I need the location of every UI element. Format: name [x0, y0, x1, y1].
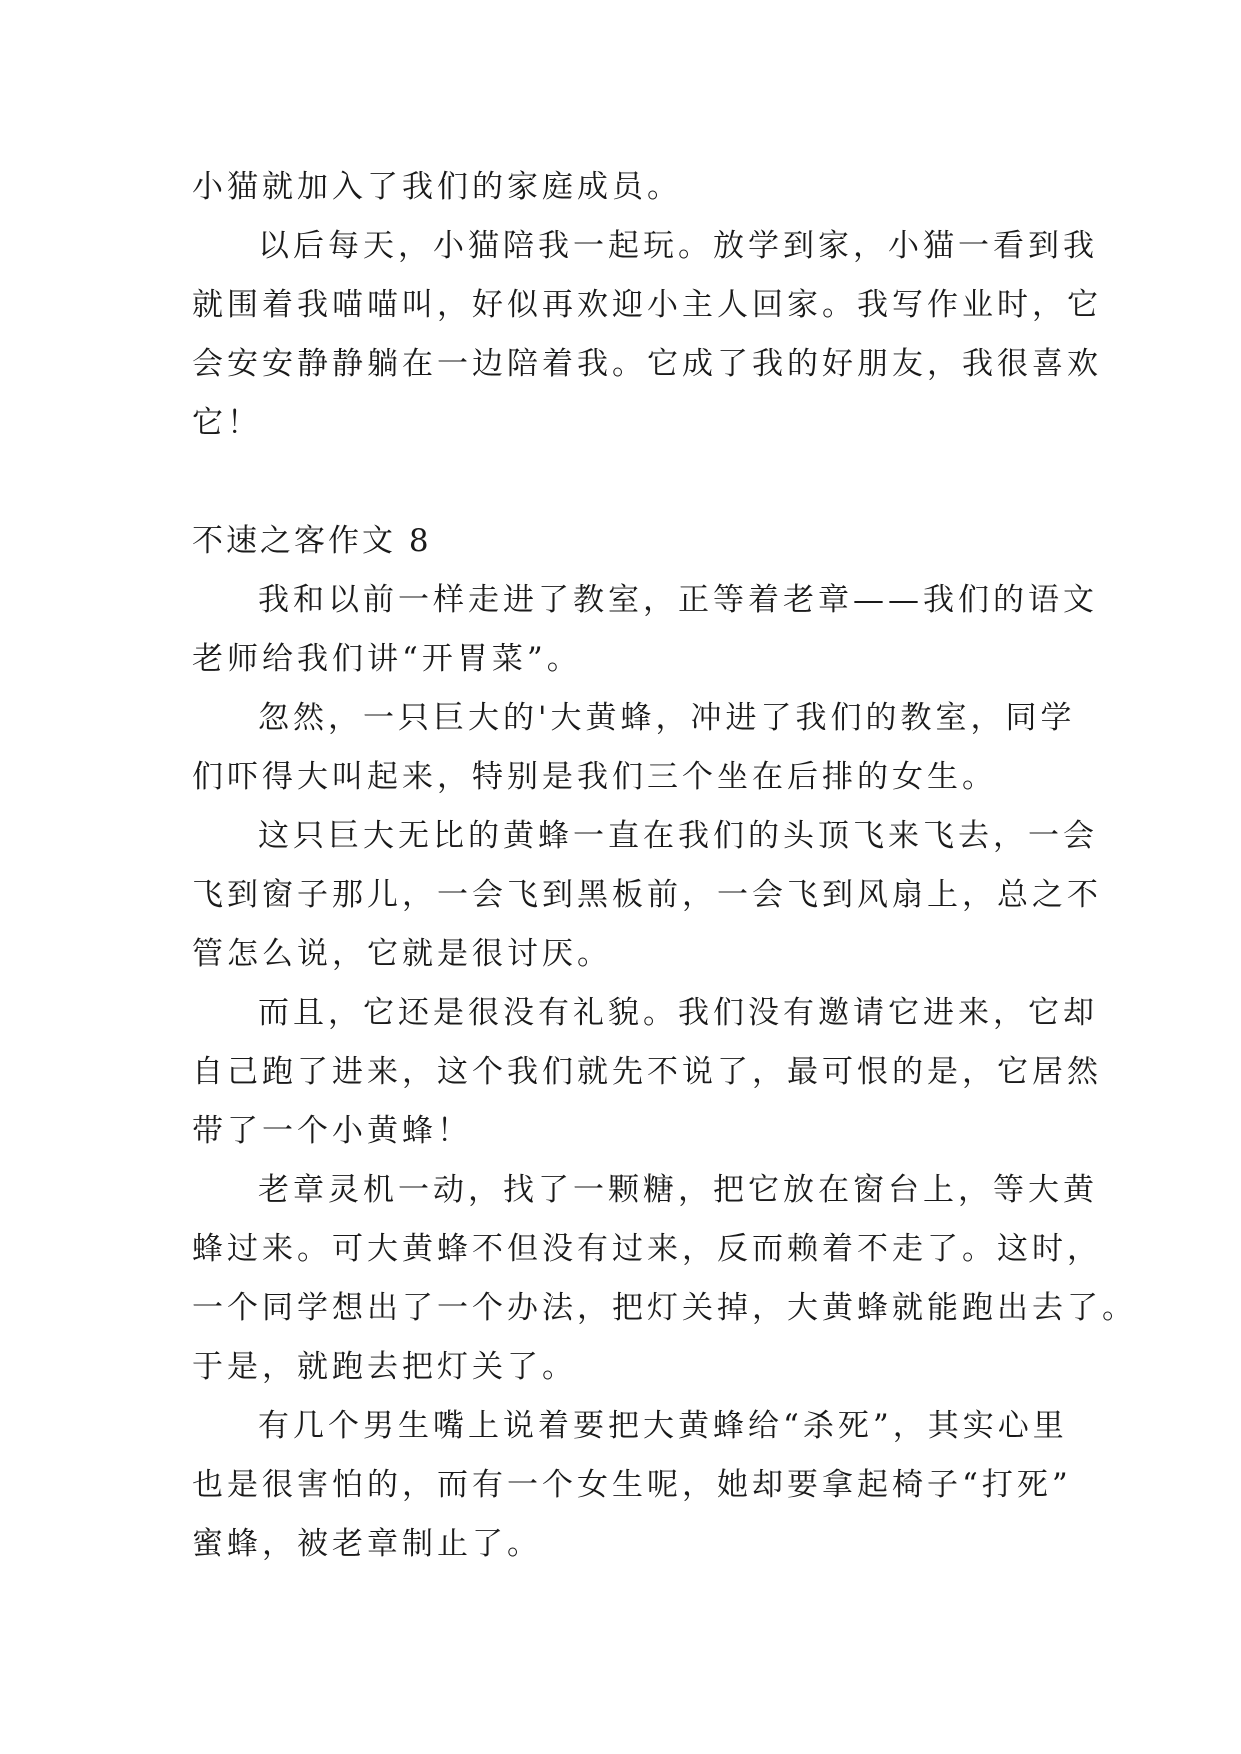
paragraph-line: 有几个男生嘴上说着要把大黄蜂给“杀死”，其实心里: [258, 1408, 1068, 1444]
paragraph-line: 带了一个小黄蜂！: [192, 1113, 472, 1149]
paragraph: [192, 1161, 1137, 1397]
section-title: [192, 512, 1054, 571]
paragraph-line: 会安安静静躺在一边陪着我。它成了我的好朋友，我很喜欢: [192, 346, 1102, 382]
paragraph-line: 飞到窗子那儿，一会飞到黑板前，一会飞到风扇上，总之不: [192, 877, 1102, 913]
paragraph: [192, 571, 1098, 689]
paragraph-line: 自己跑了进来，这个我们就先不说了，最可恨的是，它居然: [192, 1054, 1102, 1090]
paragraph-line: 老师给我们讲“开胃菜”。: [192, 641, 582, 677]
paragraph: [192, 158, 1054, 217]
paragraph-line: 也是很害怕的，而有一个女生呢，她却要拿起椅子“打死”: [192, 1467, 1072, 1503]
paragraph: [192, 807, 1102, 984]
paragraph-line: 就围着我喵喵叫，好似再欢迎小主人回家。我写作业时，它: [192, 287, 1102, 323]
paragraph-line: 而且，它还是很没有礼貌。我们没有邀请它进来，它却: [258, 995, 1098, 1031]
paragraph: [192, 217, 1102, 453]
paragraph-line: 它！: [192, 405, 262, 441]
paragraph-line: 这只巨大无比的黄蜂一直在我们的头顶飞来飞去，一会: [258, 818, 1098, 854]
paragraph-line: 小猫就加入了我们的家庭成员。: [192, 169, 682, 205]
paragraph-line: 管怎么说，它就是很讨厌。: [192, 936, 612, 972]
paragraph-line: 于是，就跑去把灯关了。: [192, 1349, 577, 1385]
paragraph: [192, 984, 1102, 1161]
paragraph-line: 以后每天，小猫陪我一起玩。放学到家，小猫一看到我: [258, 228, 1098, 264]
document-body: [192, 158, 1137, 1574]
paragraph-line: 老章灵机一动，找了一颗糖，把它放在窗台上，等大黄: [258, 1172, 1098, 1208]
section-title-text: 不速之客作文 8: [192, 523, 432, 559]
paragraph: [192, 689, 1076, 807]
blank-line: [192, 453, 1054, 512]
paragraph-line: 蜜蜂，被老章制止了。: [192, 1526, 542, 1562]
paragraph-line: 忽然，一只巨大的'大黄蜂，冲进了我们的教室，同学: [258, 700, 1076, 736]
paragraph-line: 一个同学想出了一个办法，把灯关掉，大黄蜂就能跑出去了。: [192, 1290, 1137, 1326]
paragraph-line: 我和以前一样走进了教室，正等着老章——我们的语文: [258, 582, 1098, 618]
paragraph-line: 们吓得大叫起来，特别是我们三个坐在后排的女生。: [192, 759, 997, 795]
paragraph-line: 蜂过来。可大黄蜂不但没有过来，反而赖着不走了。这时，: [192, 1231, 1102, 1267]
paragraph: [192, 1397, 1072, 1574]
